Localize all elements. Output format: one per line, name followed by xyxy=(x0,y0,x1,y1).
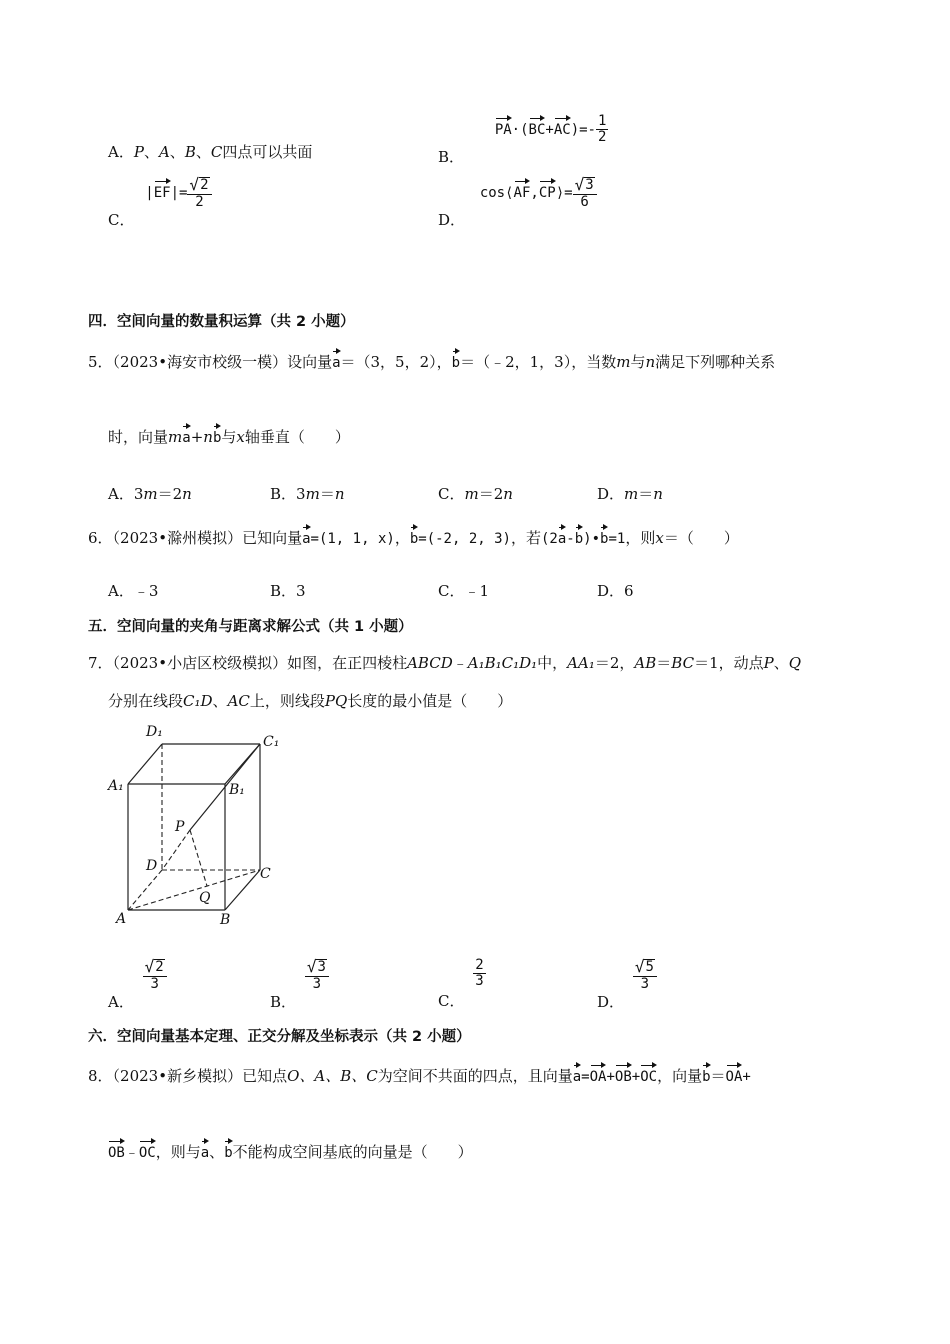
expr: - xyxy=(566,531,575,547)
vector-a: a xyxy=(573,1062,581,1085)
q5-option-a[interactable] xyxy=(108,483,192,504)
text: ＝2 xyxy=(478,485,504,503)
var: P xyxy=(763,654,774,672)
point-a: A xyxy=(158,143,170,161)
var: A₁B₁C₁D₁ xyxy=(467,654,538,672)
point-c: C xyxy=(210,143,223,161)
option-label: B． xyxy=(270,485,297,503)
label-d: D xyxy=(146,858,158,874)
option-label: D． xyxy=(597,582,625,600)
equals: =- xyxy=(579,121,596,138)
text: 满足下列哪种关系 xyxy=(655,353,776,371)
question-source: （2023•新乡模拟）已知点 xyxy=(112,1067,288,1085)
q7-line2 xyxy=(108,690,512,711)
vector-b-value: =(-2, 2, 3) xyxy=(418,531,511,547)
plus: + xyxy=(742,1069,751,1085)
text: ＝ xyxy=(319,485,335,503)
text: ＝2 xyxy=(157,485,183,503)
q7-option-c[interactable] xyxy=(438,957,484,1010)
vector-a: a xyxy=(182,423,190,446)
text: 、 xyxy=(773,654,789,672)
question-source: （2023•小店区校级模拟）如图，在正四棱柱 xyxy=(112,654,408,672)
q4-option-b[interactable] xyxy=(438,113,607,166)
formula: PA·(BC+AC)=- $\frac{1}{2}$ xyxy=(494,113,607,146)
vector-b: b xyxy=(410,524,418,547)
var-x: x xyxy=(236,428,245,446)
text: ＝（ ） xyxy=(663,529,739,547)
point-p: P xyxy=(133,143,144,161)
prism-figure xyxy=(100,720,300,935)
var: AA₁ xyxy=(567,654,595,672)
text: 中， xyxy=(537,654,568,672)
option-fraction: √ 2 3 xyxy=(143,958,167,993)
q6-option-c[interactable] xyxy=(438,580,489,601)
q6-option-b[interactable] xyxy=(270,580,306,601)
fraction-num: 1 xyxy=(597,113,607,129)
q4-option-d[interactable] xyxy=(438,175,594,230)
text: ＝ xyxy=(656,654,672,672)
q5-option-b[interactable] xyxy=(270,483,345,504)
vector-a: a xyxy=(302,524,310,547)
point-b: B xyxy=(184,143,196,161)
expr: )• xyxy=(583,531,601,547)
label-d1: D₁ xyxy=(146,724,163,740)
option-text: ﹣3 xyxy=(133,582,159,600)
sqrt-radicand: 3 xyxy=(585,177,594,194)
text: 3 xyxy=(296,485,306,503)
question-number: 8． xyxy=(88,1067,113,1085)
q5-option-c[interactable] xyxy=(438,483,513,504)
vector-b: b xyxy=(702,1062,710,1085)
sep: 、 xyxy=(143,143,159,161)
var: BC xyxy=(671,654,695,672)
fraction-den: 3 xyxy=(312,976,322,993)
vector-ef: EF xyxy=(154,178,171,201)
text: 3 xyxy=(133,485,144,503)
option-label: D． xyxy=(438,211,466,230)
vector-b: b xyxy=(452,348,460,371)
var: n xyxy=(653,485,663,503)
var: PQ xyxy=(324,692,348,710)
var: n xyxy=(334,485,345,503)
fraction-den: 3 xyxy=(150,976,159,993)
option-label: C． xyxy=(438,485,465,503)
var: AC xyxy=(227,692,250,710)
option-label: B． xyxy=(438,147,465,166)
vector-oc: OC xyxy=(640,1062,657,1085)
text: 与 xyxy=(221,428,237,446)
q7-option-b[interactable] xyxy=(270,957,326,1012)
text: 、 xyxy=(209,1143,225,1161)
vector-a-value: =(1, 1, x) xyxy=(310,531,395,547)
question-source: （2023•滁州模拟）已知向量 xyxy=(112,529,303,547)
sqrt-radicand: 2 xyxy=(155,959,164,976)
fraction-num: 2 xyxy=(475,957,484,973)
text: ﹣ xyxy=(452,654,468,672)
vector-af: AF xyxy=(514,178,531,201)
text: 上，则线段 xyxy=(249,692,325,710)
text: ＝ xyxy=(638,485,654,503)
option-text: 3 xyxy=(296,582,306,600)
option-label: C． xyxy=(438,991,465,1010)
text: ，则 xyxy=(625,529,656,547)
option-label: C． xyxy=(438,582,465,600)
option-text: ﹣1 xyxy=(464,582,490,600)
equals: = xyxy=(581,1069,590,1085)
q5-option-d[interactable] xyxy=(597,483,663,504)
sqrt-radicand: 3 xyxy=(317,959,326,976)
text: 不能构成空间基底的向量是（ ） xyxy=(232,1143,473,1161)
vector-a: a xyxy=(332,348,340,371)
q6-option-a[interactable] xyxy=(108,580,158,601)
expr: (2 xyxy=(541,531,558,547)
var: Q xyxy=(788,654,802,672)
equals: ＝ xyxy=(710,1067,726,1085)
vector-b: b xyxy=(600,524,608,547)
var-n: n xyxy=(645,353,656,371)
question-number: 5． xyxy=(88,353,113,371)
formula: cos⟨AF,CP⟩= √ 3 6 xyxy=(480,185,597,201)
q5-line1 xyxy=(88,348,775,372)
q7-line1 xyxy=(88,652,801,673)
label-c: C xyxy=(260,866,271,882)
sep: 、 xyxy=(169,143,185,161)
text: 为空间不共面的四点，且向量 xyxy=(377,1067,573,1085)
fraction-den: 3 xyxy=(475,973,484,990)
plus: + xyxy=(190,428,204,446)
var: C₁D xyxy=(183,692,213,710)
text: ，则与 xyxy=(155,1143,201,1161)
cos: cos xyxy=(479,185,506,202)
vector-a-value: ＝（3，5，2）， xyxy=(340,353,452,371)
plus: + xyxy=(606,1069,615,1085)
fraction-den: 2 xyxy=(597,129,607,146)
option-label: A． xyxy=(108,582,134,600)
question-number: 7． xyxy=(88,654,113,672)
fraction-den: 2 xyxy=(195,194,204,211)
option-label: A． xyxy=(108,485,134,503)
section-5-title: 五．空间向量的夹角与距离求解公式（共 1 小题） xyxy=(88,619,413,635)
vector-oa: OA xyxy=(590,1062,607,1085)
section-6-title: 六．空间向量基本定理、正交分解及坐标表示（共 2 小题） xyxy=(88,1029,471,1045)
vector-a: a xyxy=(558,524,566,547)
vector-b: b xyxy=(224,1138,232,1161)
label-q: Q xyxy=(199,890,211,906)
section-4-title: 四．空间向量的数量积运算（共 2 小题） xyxy=(88,314,355,330)
var: m xyxy=(305,485,320,503)
var: AB xyxy=(634,654,657,672)
option-label: D． xyxy=(597,485,625,503)
option-fraction: √ 5 3 xyxy=(633,958,657,993)
vector-oa: OA xyxy=(726,1062,743,1085)
text: 长度的最小值是（ ） xyxy=(347,692,513,710)
vector-ob: OB xyxy=(615,1062,632,1085)
text: ，向量 xyxy=(657,1067,703,1085)
option-fraction xyxy=(473,958,485,990)
option-text: 四点可以共面 xyxy=(222,143,313,161)
text: 轴垂直（ ） xyxy=(244,428,350,446)
var: ABCD xyxy=(407,654,453,672)
formula: |EF|= √ 2 2 xyxy=(145,185,211,201)
text: 时，向量 xyxy=(108,428,169,446)
text: ，若 xyxy=(510,529,541,547)
option-label: D． xyxy=(597,993,625,1012)
q7-option-a[interactable] xyxy=(108,957,164,1012)
vector-pa: PA xyxy=(495,115,512,138)
option-fraction: √ 3 3 xyxy=(305,958,329,993)
vector-b: b xyxy=(575,524,583,547)
fraction-den: 6 xyxy=(580,194,589,211)
vector-cp: CP xyxy=(539,178,556,201)
minus: ﹣ xyxy=(124,1145,139,1161)
option-text: 6 xyxy=(624,582,634,600)
option-label: B． xyxy=(270,993,297,1012)
fraction-den: 3 xyxy=(640,976,650,993)
option-label: A． xyxy=(108,993,134,1012)
var-m: m xyxy=(168,428,183,446)
q5-line2 xyxy=(108,423,350,447)
var-n: n xyxy=(203,428,213,446)
vector-bc: BC xyxy=(529,115,546,138)
vector-b: b xyxy=(213,423,221,446)
label-b: B xyxy=(220,912,231,928)
var-x: x xyxy=(655,529,664,547)
var-m: m xyxy=(616,353,631,371)
vector-oc: OC xyxy=(139,1138,156,1161)
label-a1: A₁ xyxy=(108,778,124,794)
vector-ob: OB xyxy=(108,1138,125,1161)
q8-line2 xyxy=(108,1138,473,1162)
text: 与 xyxy=(630,353,646,371)
option-label: B． xyxy=(270,582,297,600)
expr: =1 xyxy=(608,531,626,547)
label-a: A xyxy=(116,911,127,927)
q6-option-d[interactable] xyxy=(597,580,634,601)
var: n xyxy=(182,485,192,503)
var: m xyxy=(143,485,158,503)
vector-b-value: ＝（﹣2，1，3），当数 xyxy=(460,353,617,371)
option-label: C． xyxy=(108,211,135,230)
sqrt-radicand: 2 xyxy=(200,177,209,194)
label-p: P xyxy=(175,819,185,835)
q4-option-a[interactable] xyxy=(108,141,312,162)
label-b1: B₁ xyxy=(229,782,245,798)
text: ＝2， xyxy=(594,654,635,672)
label-c1: C₁ xyxy=(263,734,280,750)
question-source: （2023•海安市校级一模）设向量 xyxy=(112,353,333,371)
vector-a: a xyxy=(201,1138,209,1161)
text: 、 xyxy=(212,692,228,710)
text: ＝1，动点 xyxy=(694,654,764,672)
points: O、A、B、C xyxy=(287,1067,378,1085)
sqrt-radicand: 5 xyxy=(645,959,654,976)
var: m xyxy=(624,485,639,503)
var: n xyxy=(503,485,513,503)
var: m xyxy=(464,485,479,503)
q8-line1 xyxy=(88,1062,751,1086)
sep: 、 xyxy=(195,143,211,161)
option-label: A． xyxy=(108,143,134,161)
vector-ac: AC xyxy=(554,115,571,138)
plus: + xyxy=(631,1069,641,1085)
q7-option-d[interactable] xyxy=(597,957,654,1012)
question-number: 6． xyxy=(88,529,113,547)
q6-line: 6．（2023•滁州模拟）已知向量a=(1, 1, x)，b=(-2, 2, 3)，若(2a-b)•b=1，则x＝（ ） xyxy=(88,524,739,548)
text: 分别在线段 xyxy=(108,692,184,710)
q4-option-c[interactable] xyxy=(108,175,209,230)
